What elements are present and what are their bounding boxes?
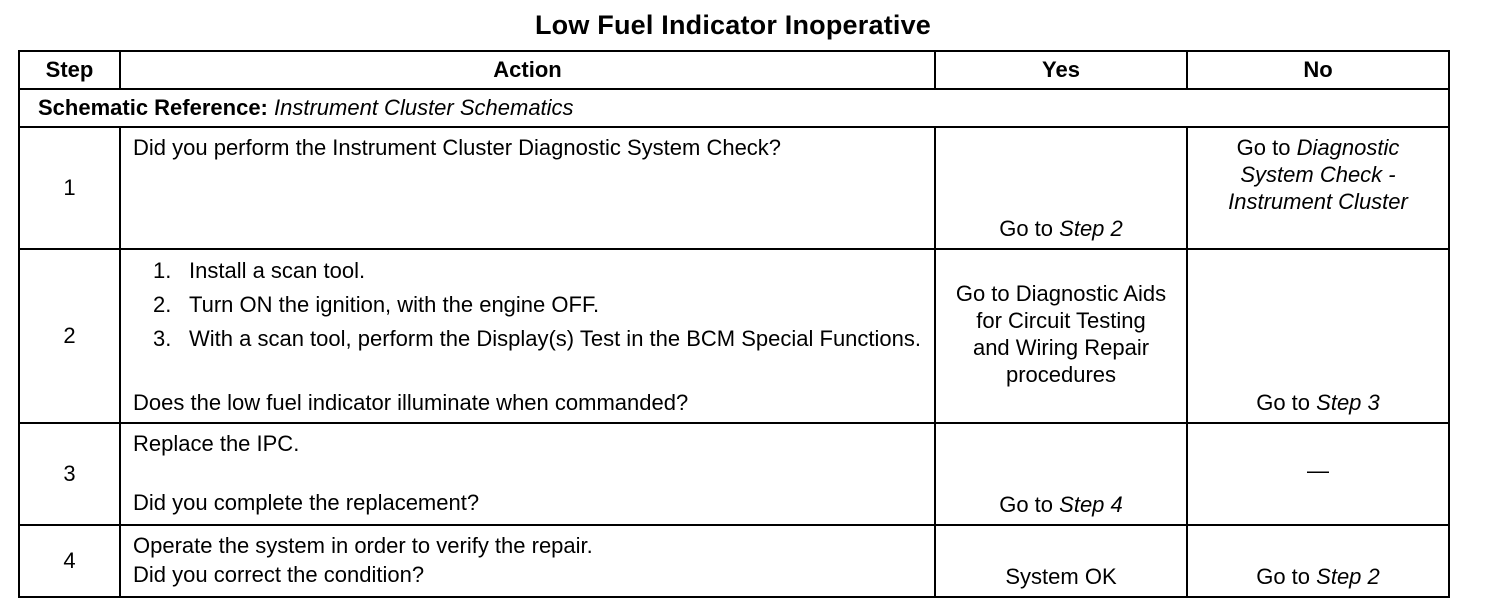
action-line: Replace the IPC.	[133, 431, 300, 456]
no-cell	[1187, 525, 1449, 597]
action-line: Operate the system in order to verify the repair.	[133, 533, 593, 558]
action-question: Does the low fuel indicator illuminate when commanded?	[133, 390, 689, 415]
action-cell	[120, 249, 935, 423]
no-result: Go to Step 2	[1256, 564, 1380, 589]
step-row-3	[19, 423, 1449, 525]
schematic-reference-cell	[19, 89, 1449, 127]
substep-list	[133, 258, 924, 351]
yes-cell	[935, 127, 1187, 249]
header-no: No	[1187, 51, 1449, 89]
action-question: Did you complete the replacement?	[133, 490, 480, 515]
step-number: 2	[19, 249, 120, 423]
yes-result: Go to Step 4	[999, 492, 1123, 517]
step-link[interactable]: Step 2	[1316, 564, 1380, 589]
schematic-reference-label: Schematic Reference:	[38, 95, 268, 120]
yes-result: System OK	[1005, 564, 1117, 589]
step-number: 4	[19, 525, 120, 597]
action-question: Did you correct the condition?	[133, 562, 425, 587]
header-action: Action	[120, 51, 935, 89]
step-link[interactable]: Step 4	[1059, 492, 1123, 517]
step-row-2	[19, 249, 1449, 423]
diagnostic-table	[18, 50, 1450, 598]
step-row-1	[19, 127, 1449, 249]
diagnostic-link[interactable]: System Check -	[1240, 162, 1396, 187]
schematic-reference-link[interactable]: Instrument Cluster Schematics	[274, 95, 574, 120]
schematic-reference-row	[19, 89, 1449, 127]
action-cell	[120, 127, 935, 249]
header-row	[19, 51, 1449, 89]
diagnostic-link[interactable]: Diagnostic	[1296, 135, 1400, 160]
no-cell	[1187, 423, 1449, 525]
no-cell	[1187, 127, 1449, 249]
step-number: 3	[19, 423, 120, 525]
header-step: Step	[19, 51, 120, 89]
step-link[interactable]: Step 2	[1059, 216, 1123, 241]
no-result: —	[1307, 458, 1329, 483]
no-result: Go to Diagnostic System Check - Instrument Cluster	[1228, 135, 1408, 214]
yes-result: Go to Step 2	[999, 216, 1123, 241]
diagnostic-link[interactable]: Instrument Cluster	[1228, 189, 1408, 214]
action-cell	[120, 423, 935, 525]
header-yes: Yes	[935, 51, 1187, 89]
table-title: Low Fuel Indicator Inoperative	[534, 10, 932, 40]
no-cell	[1187, 249, 1449, 423]
yes-cell	[935, 525, 1187, 597]
no-result: Go to Step 3	[1256, 390, 1380, 415]
yes-cell	[935, 249, 1187, 423]
substep-item: 3. With a scan tool, perform the Display(s) Test in the BCM Special Functions.	[153, 326, 921, 351]
substep-item: 1. Install a scan tool.	[153, 258, 366, 283]
action-cell	[120, 525, 935, 597]
yes-result: Go to Diagnostic Aids for Circuit Testing and Wiring Repair procedures	[955, 281, 1167, 387]
step-link[interactable]: Step 3	[1316, 390, 1380, 415]
step-number: 1	[19, 127, 120, 249]
action-question: Did you perform the Instrument Cluster Diagnostic System Check?	[133, 135, 782, 160]
step-row-4	[19, 525, 1449, 597]
substep-item: 2. Turn ON the ignition, with the engine OFF.	[153, 292, 600, 317]
yes-cell	[935, 423, 1187, 525]
